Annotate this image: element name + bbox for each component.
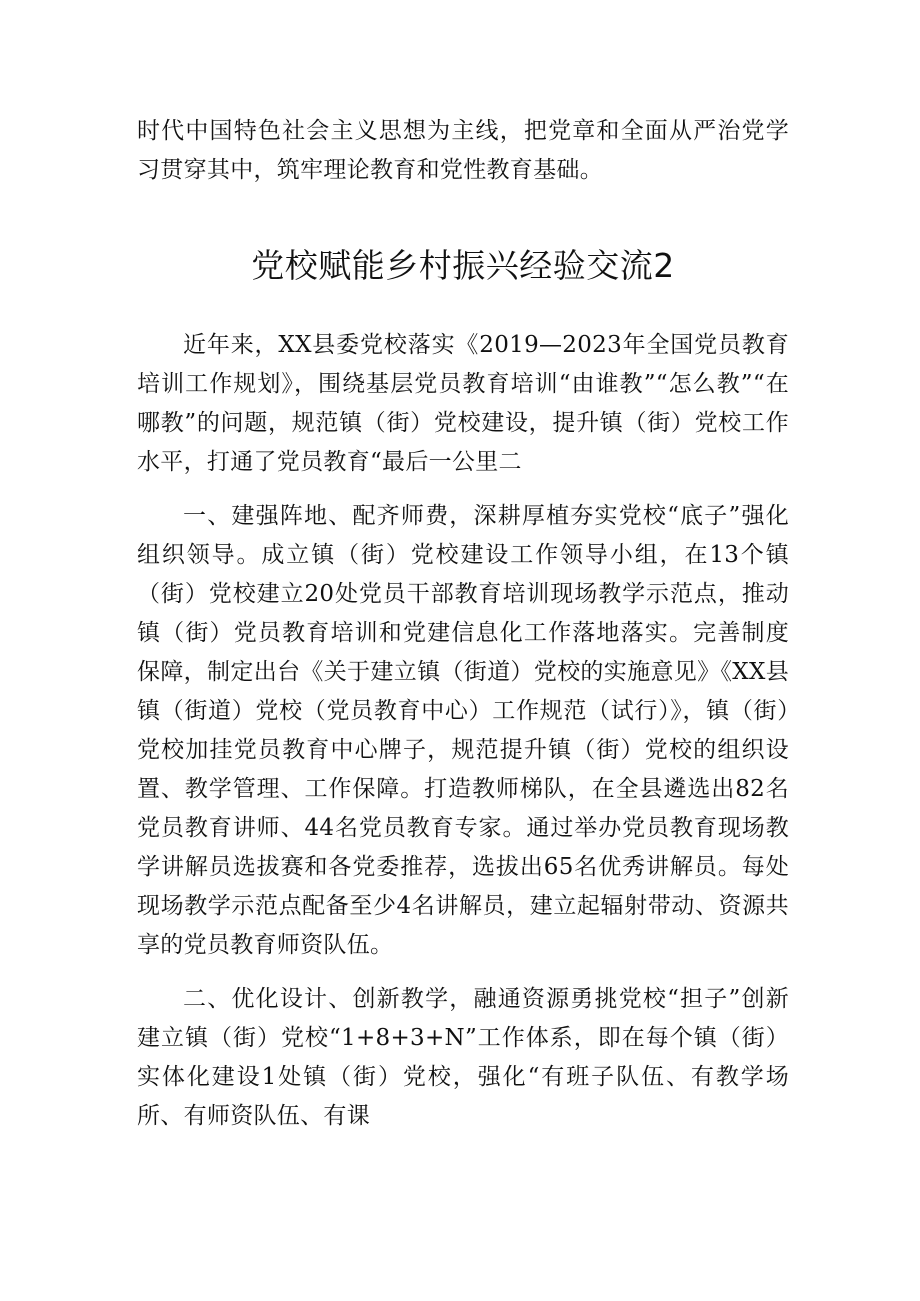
spacer [137, 482, 789, 497]
document-page [137, 112, 789, 1136]
intro-paragraph: 时代中国特色社会主义思想为主线，把党章和全面从严治党学习贯穿其中，筑牢理论教育和党性教育基础。 [137, 118, 789, 183]
body-paragraph-intro: 近年来，XX县委党校落实《2019—2023年全国党员教育培训工作规划》，围绕基层党员教育培训“由谁教”“怎么教”“在哪教”的问题，规范镇（街）党校建设，提升镇（街）党校工作水平，打通了党员教育“最后一公里二 [137, 332, 789, 475]
body-paragraph-section-one: 一、建强阵地、配齐师费，深耕厚植夯实党校“底子”强化组织领导。成立镇（街）党校建设工作领导小组，在13个镇（街）党校建立20处党员干部教育培训现场教学示范点，推动镇（街）党员教育培训和党建信息化工作落地落实。完善制度保障，制定出台《关于建立镇（街道）党校的实施意见》《XX县镇（街道）党校（党员教育中心）工作规范（试行）》，镇（街）党校加挂党员教育中心牌子，规范提升镇（街）党校的组织设置、教学管理、工作保障。打造教师梯队，在全县遴选出82名党员教育讲师、44名党员教育专家。通过举办党员教育现场教学讲解员选拔赛和各党委推荐，选拔出65名优秀讲解员。每处现场教学示范点配备至少4名讲解员，建立起辐射带动、资源共享的党员教育师资队伍。 [137, 503, 789, 958]
spacer [137, 286, 789, 326]
spacer [137, 965, 789, 980]
body-paragraph-section-two: 二、优化设计、创新教学，融通资源勇挑党校“担子”创新建立镇（街）党校“1+8+3+N”工作体系，即在每个镇（街）实体化建设1处镇（街）党校，强化“有班子队伍、有教学场所、有师资队伍、有课 [137, 986, 789, 1129]
spacer [137, 190, 789, 246]
document-title: 党校赋能乡村振兴经验交流2 [251, 246, 675, 285]
